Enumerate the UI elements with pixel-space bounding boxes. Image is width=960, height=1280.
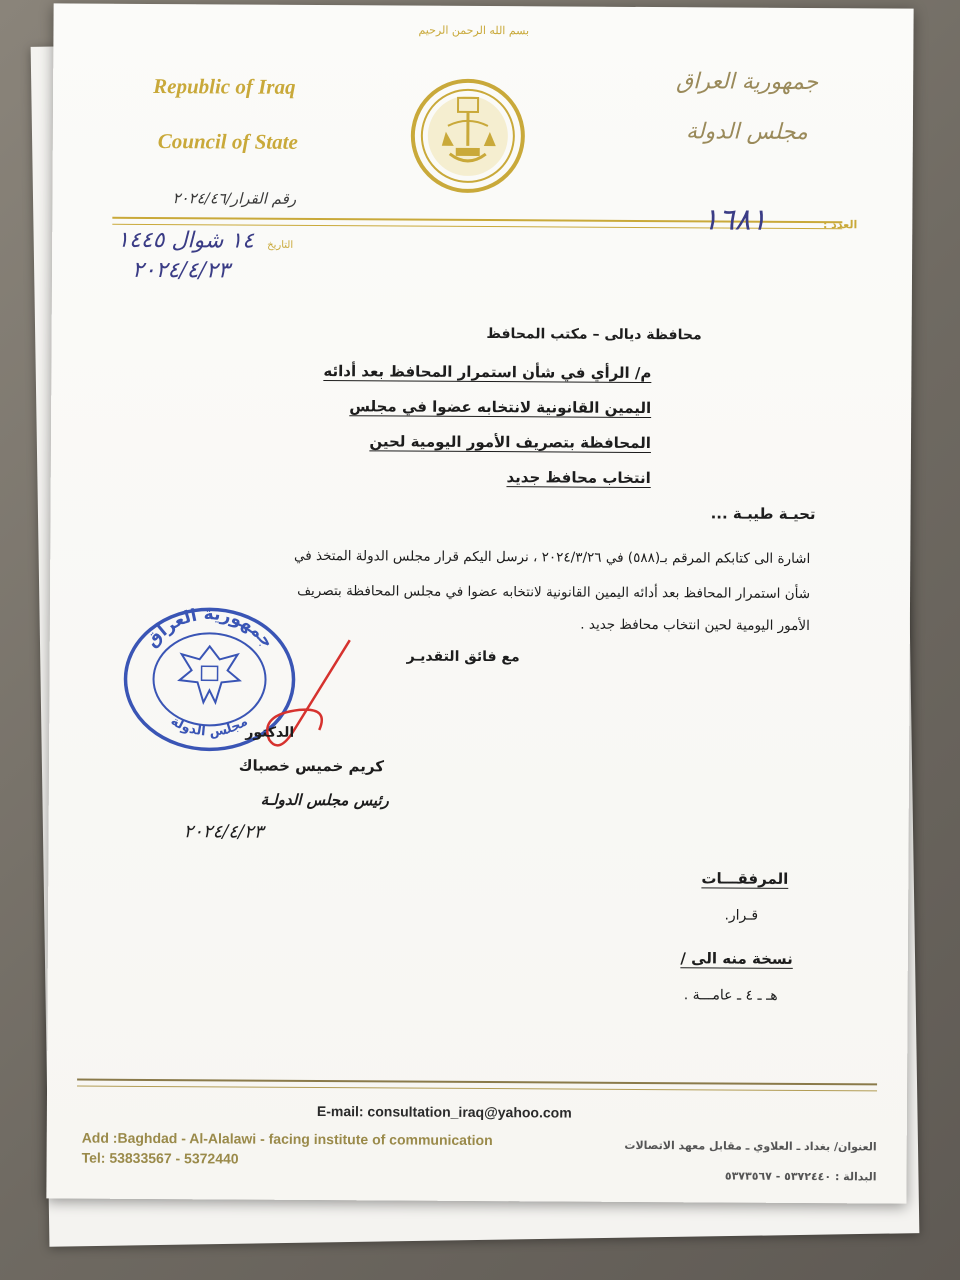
copies-item: هـ ـ ٤ ـ عامـــة . xyxy=(683,987,778,1004)
header-ar-council: مجلس الدولة xyxy=(686,119,808,145)
date-hijri-handwritten: ١٤ شوال ١٤٤٥ xyxy=(117,227,255,254)
attachments-item: قـرار. xyxy=(724,907,759,924)
footer-tel-en: Tel: 53833567 - 5372440 xyxy=(81,1149,239,1167)
signature-position: رئيس مجلس الدولـة xyxy=(260,790,389,810)
attachments-label: المرفقـــات xyxy=(701,869,789,888)
date-label: التاريخ xyxy=(267,239,294,251)
footer-rule xyxy=(77,1079,877,1092)
footer-address-en: Add :Baghdad - Al-Alalawi - facing institute of communication xyxy=(81,1129,493,1149)
number-label: العدد : xyxy=(822,218,858,232)
subject-line-1: م/ الرأي في شأن استمرار المحافظ بعد أدائه xyxy=(323,362,652,383)
paragraph-line-2: شأن استمرار المحافظ بعد أدائه اليمين القانونية لانتخابه عضوا في مجلس المحافظة بتصريف xyxy=(297,582,811,603)
footer-address-ar: العنوان/ بغداد ـ العلاوي ـ مقابل معهد الاتصالات xyxy=(624,1138,877,1154)
subject-line-2: اليمين القانونية لانتخابه عضوا في مجلس xyxy=(349,397,652,418)
footer-email: E-mail: consultation_iraq@yahoo.com xyxy=(316,1103,572,1121)
signature-name: كريم خميس خصباك xyxy=(238,756,385,776)
paragraph-line-3: الأمور اليومية لحين انتخاب محافظ جديد . xyxy=(580,616,810,635)
header-en-council: Council of State xyxy=(157,129,298,154)
greeting: تحيـة طيبـة ... xyxy=(710,504,816,524)
basmala: بسم الله الرحمن الرحيم xyxy=(418,23,530,38)
subject-line-4: انتخاب محافظ جديد xyxy=(506,468,651,488)
footer-tel-ar: البدالة : ٥٣٧٢٤٤٠ - ٥٣٧٣٥٦٧ xyxy=(724,1169,877,1184)
letter-page xyxy=(46,3,913,1203)
decision-number: رقم القرار/٢٠٢٤/٤٦ xyxy=(172,189,297,208)
closing: مع فائق التقديـر xyxy=(406,648,520,666)
copies-label: نسخة منه الى / xyxy=(680,949,793,968)
council-emblem-icon xyxy=(407,76,528,197)
signature-scribble-icon xyxy=(199,634,400,775)
signature-title: الدكتور xyxy=(245,724,295,741)
signature-date: ٢٠٢٤/٤/٢٣ xyxy=(183,821,264,843)
stamp-bottom-text: مجلس الدولة xyxy=(167,713,251,741)
stamp-top-text: جمهورية العراق xyxy=(141,604,278,652)
header-en-republic: Republic of Iraq xyxy=(153,73,296,99)
recipient: محافظة ديالى – مكتب المحافظ xyxy=(486,326,702,344)
number-handwritten: ١٦٨١ xyxy=(702,202,767,238)
header-ar-republic: جمهورية العراق xyxy=(676,69,819,96)
paragraph-line-1: اشارة الى كتابكم المرقم بـ(٥٨٨) في ٢٠٢٤/٣/٢٦ ، نرسل اليكم قرار مجلس الدولة المتخذ في xyxy=(293,547,811,568)
date-greg-handwritten: ٢٠٢٤/٤/٢٣ xyxy=(131,257,230,284)
subject-line-3: المحافظة بتصريف الأمور اليومية لحين xyxy=(369,432,652,453)
